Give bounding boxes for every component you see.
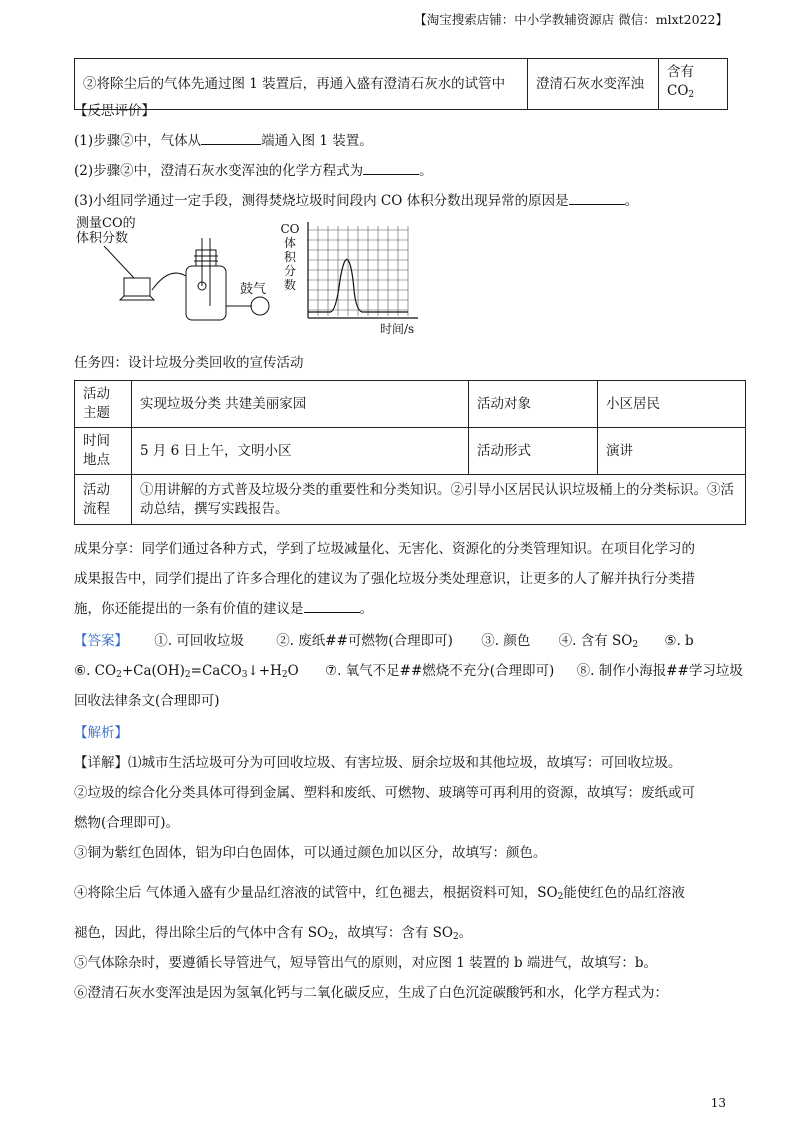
blower-label: 鼓气 [240, 282, 267, 297]
page-header: 【淘宝搜索店铺：中小学教辅资源店 微信：mlxt2022】 [414, 12, 728, 27]
question-2: (2)步骤②中，澄清石灰水变浑浊的化学方程式为 。 [74, 160, 740, 182]
analysis-line-3: 燃物(合理即可)。 [74, 815, 180, 831]
analysis-label: 【解析】 [74, 725, 128, 741]
target-value: 小区居民 [598, 381, 746, 428]
chart-x-label: 时间/s [380, 322, 415, 336]
analysis-line-4: ③铜为紫红色固体，铝为印白色固体，可以通过颜色加以区分，故填写：颜色。 [74, 845, 547, 861]
analysis-line-5: ④将除尘后 气体通入盛有少量品红溶液的试管中，红色褪去，根据资料可知，$SO_2$能使红色的品红溶液 [74, 885, 685, 902]
time-key: 时间地点 [75, 428, 132, 475]
answer-line-2: ⑥. $CO_2+Ca(OH)_2=CaCO_3↓+H_2O$ ⑦. 氧气不足##燃烧不充分(合理即可) ⑧. 制作小海报##学习垃圾 [74, 663, 743, 680]
flow-key: 活动流程 [75, 475, 132, 525]
theme-key: 活动主题 [75, 381, 132, 428]
time-value: 5 月 6 日上午，文明小区 [132, 428, 469, 475]
figure-label: 测量CO的 体积分数 [76, 216, 136, 246]
apparatus-figure [74, 216, 434, 336]
co-fraction-chart [300, 220, 420, 324]
share-line-2: 成果报告中，同学们提出了许多合理化的建议为了强化垃圾分类处理意识，让更多的人了解并执行分类措 [74, 571, 695, 587]
answer-blank[interactable] [201, 130, 261, 145]
answer-blank[interactable] [569, 190, 625, 205]
target-key: 活动对象 [469, 381, 598, 428]
answer-line-3: 回收法律条文(合理即可) [74, 693, 220, 709]
task4-title: 任务四：设计垃圾分类回收的宣传活动 [74, 355, 304, 371]
analysis-line-6: 褪色，因此，得出除尘后的气体中含有 $SO_2$，故填写：含有 $SO_2$。 [74, 925, 473, 942]
share-line-3: 施，你还能提出的一条有价值的建议是 。 [74, 598, 740, 620]
page-number: 13 [710, 1096, 726, 1110]
theme-value: 实现垃圾分类 共建美丽家园 [132, 381, 469, 428]
chart-y-label: CO 体 积 分 数 [280, 222, 300, 292]
blower-bulb [251, 297, 269, 315]
question-3: (3)小组同学通过一定手段，测得焚烧垃圾时间段内 CO 体积分数出现异常的原因是 。 [74, 190, 740, 212]
form-value: 演讲 [598, 428, 746, 475]
flow-value: ①用讲解的方式普及垃圾分类的重要性和分类知识。②引导小区居民认识垃圾桶上的分类标识。③活动总结，撰写实践报告。 [132, 475, 746, 525]
activity-table [74, 380, 746, 525]
laptop-icon [124, 278, 150, 296]
analysis-line-1: 【详解】⑴城市生活垃圾可分为可回收垃圾、有害垃圾、厨余垃圾和其他垃圾，故填写：可回收垃圾。 [74, 755, 682, 771]
analysis-line-8: ⑥澄清石灰水变浑浊是因为氢氧化钙与二氧化碳反应，生成了白色沉淀碳酸钙和水，化学方程式为： [74, 985, 668, 1001]
step-cell: ②将除尘后的气体先通过图 1 装置后，再通入盛有澄清石灰水的试管中 [75, 59, 528, 110]
answer-line-1: 【答案】 ①. 可回收垃圾 ②. 废纸##可燃物(合理即可) ③. 颜色 ④. 含有 $SO_2$ ⑤. b [74, 633, 694, 650]
reflection-title: 【反思评价】 [74, 103, 155, 119]
analysis-line-2: ②垃圾的综合化分类具体可得到金属、塑料和废纸、可燃物、玻璃等可再利用的资源，故填写：废纸或可 [74, 785, 695, 801]
phenomenon-cell: 澄清石灰水变浑浊 [528, 59, 659, 110]
analysis-line-7: ⑤气体除杂时，要遵循长导管进气，短导管出气的原则，对应图 1 装置的 b 端进气，故填写：b。 [74, 955, 658, 971]
form-key: 活动形式 [469, 428, 598, 475]
answer-label: 【答案】 [74, 633, 128, 649]
conclusion-cell: 含有 $CO_2$ [659, 59, 728, 110]
apparatus-drawing [74, 216, 274, 336]
share-line-1: 成果分享：同学们通过各种方式，学到了垃圾减量化、无害化、资源化的分类管理知识。在项目化学习的 [74, 541, 695, 557]
answer-blank[interactable] [304, 598, 360, 613]
question-1: (1)步骤②中，气体从 端通入图 1 装置。 [74, 130, 740, 152]
gas-bottle [186, 266, 226, 320]
answer-blank[interactable] [363, 160, 419, 175]
